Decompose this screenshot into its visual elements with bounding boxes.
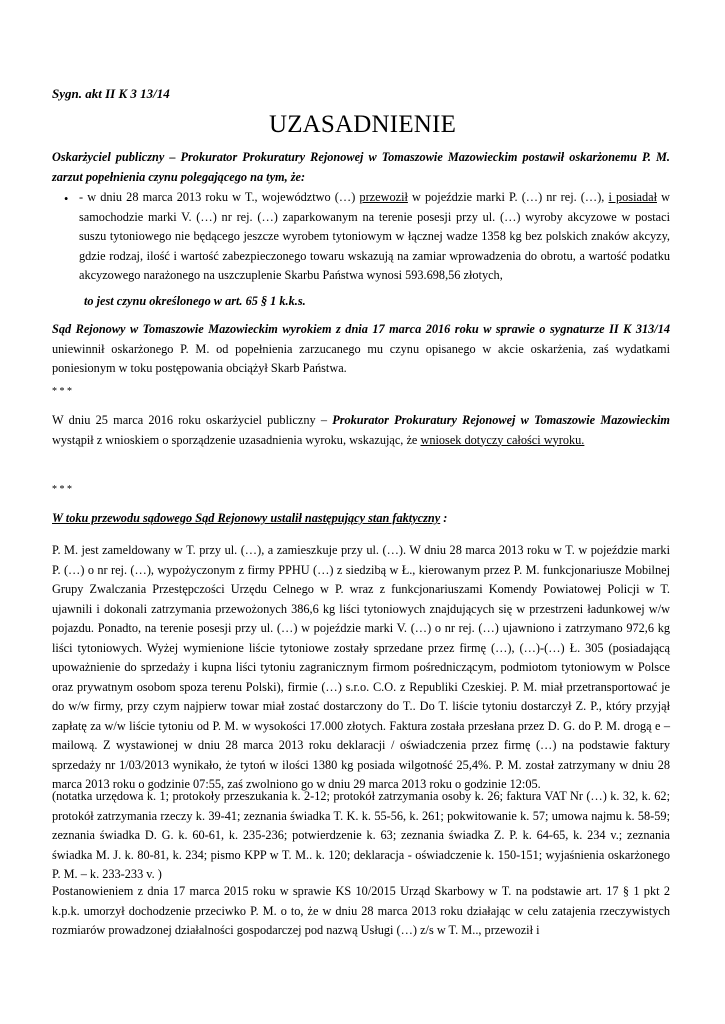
bullet-marker: • — [64, 192, 69, 206]
verdict-paragraph: Sąd Rejonowy w Tomaszowie Mazowieckim wyrokiem z dnia 17 marca 2016 roku w sprawie o sygnaturze II K 313/14 uniewinnił oskarżonego P. M. od popełnienia zarzucanego mu czynu opisanego w akcie oskarżenia, zaś wydatkami poniesionym w toku postępowania obciążył Skarb Państwa. — [52, 322, 670, 375]
charge-paragraph: - w dniu 28 marca 2013 roku w T., województwo (…) przewoził w pojeździe marki P. (…) nr rej. (…), i posiadał w samochodzie marki V. (…) nr rej. (…) zaparkowanym na terenie posesji przy ul. (…) wyroby akcyzowe w postaci suszu tytoniowego nie będącego jeszcze wyrobem tytoniowym w łącznej wadze 1358 kg bez polskich znaków akcyzy, gdzie rodzaj, ilość i wartość zabezpieczonego towaru wskazują na zamiar wprowadzenia do obrotu, a wartość podatku akcyzowego narażonego na uszczuplenie Skarbu Państwa wynosi 593.698,56 złotych, — [79, 190, 670, 282]
evidence-paragraph: (notatka urzędowa k. 1; protokoły przeszukania k. 2-12; protokół zatrzymania osoby k. 26; faktura VAT Nr (…) k. 32, k. 62; protokół zatrzymania rzeczy k. 39-41; zeznania świadka T. K. k. 55-56, k. 261; pokwitowanie k. 57; umowa najmu k. 58-59; zeznania świadka D. G. k. 60-61, k. 235-236; potwierdzenie k. 63; zeznania świadka Z. P. k. 64-65, k. 234 v.; zeznania świadka M. J. k. 80-81, k. 234; pismo KPP w T. M.. k. 120; deklaracja - oświadczenie k. 150-151; wyjaśnienia oskarżonego P. M. – k. 233-233 v. ) — [52, 789, 670, 881]
document-title: UZASADNIENIE — [268, 111, 457, 138]
qualification-line: to jest czynu określonego w art. 65 § 1 k.k.s. — [84, 294, 306, 308]
case-signature: Sygn. akt II K 3 13/14 — [52, 86, 170, 101]
motion-paragraph: W dniu 25 marca 2016 roku oskarżyciel publiczny – Prokurator Prokuratury Rejonowej w Tomaszowie Mazowieckim wystąpił z wnioskiem o sporządzenie uzasadnienia wyroku, wskazując, że wniosek dotyczy całości wyroku. — [52, 413, 670, 447]
facts-heading: W toku przewodu sądowego Sąd Rejonowy ustalił następujący stan faktyczny : — [52, 511, 448, 525]
separator-2: * * * — [52, 484, 72, 495]
separator-1: * * * — [52, 386, 72, 397]
intro-paragraph: Oskarżyciel publiczny – Prokurator Prokuratury Rejonowej w Tomaszowie Mazowieckim postawił oskarżonemu P. M. zarzut popełnienia czynu polegającego na tym, że: — [52, 150, 670, 184]
decision-paragraph: Postanowieniem z dnia 17 marca 2015 roku w sprawie KS 10/2015 Urząd Skarbowy w T. na podstawie art. 17 § 1 pkt 2 k.p.k. umorzył dochodzenie przeciwko P. M. o to, że w dniu 28 marca 2013 roku działając w celu zatajenia rzeczywistych rozmiarów prowadzonej działalności gospodarczej pod nazwą Usługi (…) z/s w T. M.., przewoził i — [52, 884, 670, 937]
facts-paragraph: P. M. jest zameldowany w T. przy ul. (…), a zamieszkuje przy ul. (…). W dniu 28 marca 2013 roku w T. w pojeździe marki P. (…) o nr rej. (…), wypożyczonym z firmy PPHU (…) z siedzibą w Ł., kierowanym przez P. M. funkcjonariusze Mobilnej Grupy Zwalczania Przestępczości Urzędu Celnego w P. wraz z funkcjonariuszami Komendy Powiatowej Policji w T. ujawnili i dokonali zatrzymania przewożonych 386,6 kg liści tytoniowych znajdujących się w przestrzeni ładunkowej w/w pojazdu. Ponadto, na terenie posesji przy ul. (…) w pojeździe marki V. (…) o nr rej. (…) ujawniono i zatrzymano 972,6 kg liści tytoniowych. Wyżej wymienione liście tytoniowe zostały sprzedane przez firmę (…), (…)-(…) Ł. 305 (posiadającą upoważnienie do sprzedaży i kupna liści tytoniu zagranicznym firmom pośredniczącym, podmiotom tytoniowym w Polsce oraz prywatnym osobom spoza terenu Polski), firmie (…) s.r.o. C.O. z Republiki Czeskiej. P. M. miał przetransportować je do w/w firmy, przy czym najpierw towar miał zostać dostarczony do T.. Do T. liście tytoniu dostarczył Z. P., który przyjął zapłatę za w/w liście tytoniu od P. M. w wysokości 17.000 złotych. Faktura została przesłana przez D. G. do P. M. drogą e – mailową. Z wystawionej w dniu 28 marca 2013 roku deklaracji / oświadczenia przez firmę (…) na podstawie faktury sprzedaży nr 1/03/2013 wynikało, że tytoń w ilości 1380 kg posiada wilgotność 25,4%. P. M. został zatrzymany w dniu 28 marca 2013 roku o godzinie 07:55, zaś zwolniono go w dniu 29 marca 2013 roku o godzinie 12:05. — [52, 543, 670, 791]
